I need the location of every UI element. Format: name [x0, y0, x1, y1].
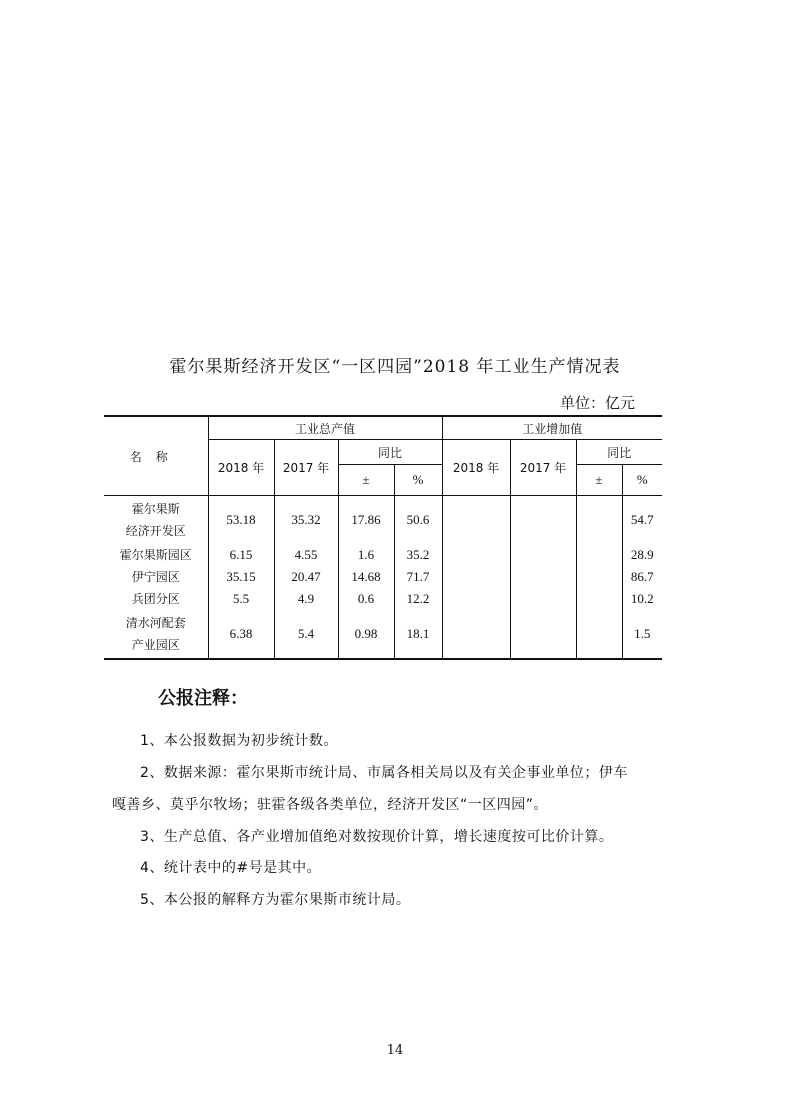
header-2017-added: 2017 年: [510, 440, 576, 496]
cell-added-diff: [576, 566, 622, 588]
cell-added-pct: 28.9: [622, 544, 662, 566]
cell-2018: 6.15: [208, 544, 274, 566]
cell-diff: 0.6: [338, 588, 394, 610]
header-name: 名称: [104, 416, 208, 496]
cell-pct: 50.6: [394, 496, 442, 545]
cell-added-2017: [510, 588, 576, 610]
header-plusminus-added: ±: [576, 465, 622, 496]
table-title: 霍尔果斯经济开发区“一区四园”2018 年工业生产情况表: [169, 357, 621, 377]
cell-2017: 20.47: [274, 566, 338, 588]
cell-added-pct: 1.5: [622, 610, 662, 659]
cell-2017: 35.32: [274, 496, 338, 545]
cell-added-2018: [442, 496, 510, 545]
cell-added-2018: [442, 566, 510, 588]
header-value-added: 工业增加值: [442, 416, 662, 440]
header-percent-added: %: [622, 465, 662, 496]
note-5: 5、本公报的解释方为霍尔果斯市统计局。: [140, 892, 411, 908]
cell-added-pct: 54.7: [622, 496, 662, 545]
header-2018-added: 2018 年: [442, 440, 510, 496]
header-percent: %: [394, 465, 442, 496]
header-2017: 2017 年: [274, 440, 338, 496]
header-yoy-added: 同比: [576, 440, 662, 465]
cell-pct: 71.7: [394, 566, 442, 588]
row-name: 霍尔果斯 经济开发区: [125, 502, 186, 538]
note-2-line-2: 嘎善乡、莫乎尔牧场；驻霍各级各类单位，经济开发区“一区四园”。: [112, 797, 549, 813]
cell-added-diff: [576, 588, 622, 610]
cell-2018: 6.38: [208, 610, 274, 659]
row-name: 伊宁园区: [131, 570, 180, 584]
cell-added-2018: [442, 610, 510, 659]
cell-added-diff: [576, 610, 622, 659]
table-row: [104, 566, 662, 588]
cell-pct: 18.1: [394, 610, 442, 659]
cell-diff: 1.6: [338, 544, 394, 566]
header-plusminus: ±: [338, 465, 394, 496]
header-2018: 2018 年: [208, 440, 274, 496]
table-row: [104, 610, 662, 659]
header-yoy: 同比: [338, 440, 442, 465]
cell-added-diff: [576, 496, 622, 545]
cell-pct: 35.2: [394, 544, 442, 566]
table-row: [104, 544, 662, 566]
table-row: [104, 496, 662, 545]
cell-2018: 35.15: [208, 566, 274, 588]
production-table: [104, 415, 662, 660]
cell-2017: 4.55: [274, 544, 338, 566]
page-number: 14: [386, 1043, 404, 1058]
cell-added-2017: [510, 496, 576, 545]
cell-2017: 5.4: [274, 610, 338, 659]
note-3: 3、生产总值、各产业增加值绝对数按现价计算，增长速度按可比价计算。: [140, 829, 614, 845]
cell-added-pct: 86.7: [622, 566, 662, 588]
cell-added-pct: 10.2: [622, 588, 662, 610]
cell-added-2017: [510, 544, 576, 566]
unit-label: 单位：亿元: [560, 394, 636, 412]
cell-added-2017: [510, 566, 576, 588]
note-4: 4、统计表中的#号是其中。: [140, 860, 322, 876]
cell-2017: 4.9: [274, 588, 338, 610]
cell-diff: 17.86: [338, 496, 394, 545]
cell-added-diff: [576, 544, 622, 566]
header-gross-output: 工业总产值: [208, 416, 442, 440]
cell-added-2018: [442, 588, 510, 610]
row-name: 清水河配套 产业园区: [104, 610, 208, 659]
table-row: [104, 588, 662, 610]
cell-added-2018: [442, 544, 510, 566]
cell-2018: 53.18: [208, 496, 274, 545]
cell-diff: 0.98: [338, 610, 394, 659]
row-name: 霍尔果斯园区: [119, 548, 192, 562]
cell-pct: 12.2: [394, 588, 442, 610]
cell-added-2017: [510, 610, 576, 659]
row-name: 兵团分区: [131, 592, 180, 606]
note-2-line-1: 2、数据来源：霍尔果斯市统计局、市属各相关局以及有关企事业单位；伊车: [140, 765, 628, 781]
note-1: 1、本公报数据为初步统计数。: [140, 733, 338, 749]
cell-2018: 5.5: [208, 588, 274, 610]
notes-heading: 公报注释：: [158, 688, 248, 709]
cell-diff: 14.68: [338, 566, 394, 588]
